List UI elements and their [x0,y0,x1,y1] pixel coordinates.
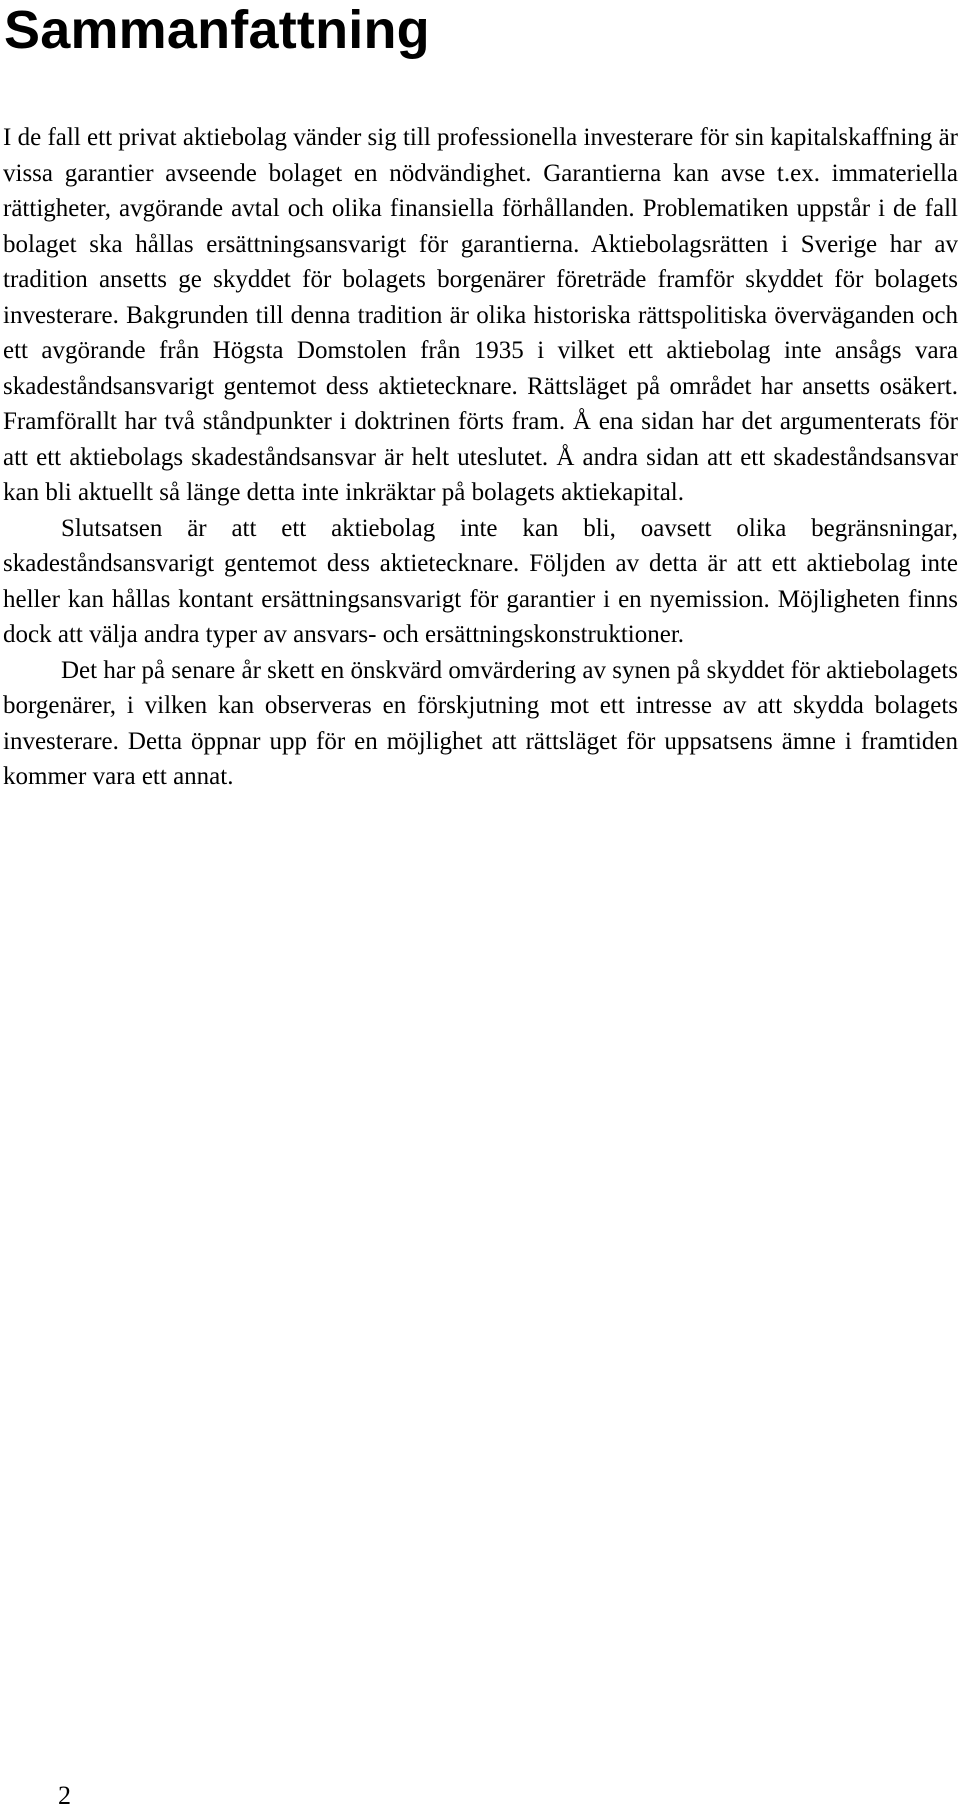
page-number: 2 [58,1781,71,1810]
paragraph: Slutsatsen är att ett aktiebolag inte kan bli, oavsett olika begränsningar, skadeståndsansvarigt gentemot dess aktietecknare. Följden av detta är att ett aktiebolag inte heller kan hållas kontant ersättningsansvarigt för garantier i en nyemission. Möjligheten finns dock att välja andra typer av ansvars- och ersättningskonstruktioner. [3,514,958,648]
summary-body [3,120,958,795]
page-title: Sammanfattning [4,0,430,60]
paragraph: I de fall ett privat aktiebolag vänder sig till professionella investerare för sin kapitalskaffning är vissa garantier avseende bolaget en nödvändighet. Garantierna kan avse t.ex. immateriella rättigheter, avgörande avtal och olika finansiella förhållanden. Problematiken uppstår i de fall bolaget ska hållas ersättningsansvarigt för garantierna. Aktiebolagsrätten i Sverige har av tradition ansetts ge skyddet för bolagets borgenärer företräde framför skyddet för bolagets investerare. Bakgrunden till denna tradition är olika historiska rättspolitiska överväganden och ett avgörande från Högsta Domstolen från 1935 i vilket ett aktiebolag inte ansågs vara skadeståndsansvarigt gentemot dess aktietecknare. Rättsläget på området har ansetts osäkert. Framförallt har två ståndpunkter i doktrinen förts fram. Å ena sidan har det argumenterats för att ett aktiebolags skadeståndsansvar är helt uteslutet. Å andra sidan att ett skadeståndsansvar kan bli aktuellt så länge detta inte inkräktar på bolagets aktiekapital. [3,124,958,506]
paragraph: Det har på senare år skett en önskvärd omvärdering av synen på skyddet för aktiebolagets borgenärer, i vilken kan observeras en förskjutning mot ett intresse av att skydda bolagets investerare. Detta öppnar upp för en möjlighet att rättsläget för uppsatsens ämne i framtiden kommer vara ett annat. [3,656,958,790]
